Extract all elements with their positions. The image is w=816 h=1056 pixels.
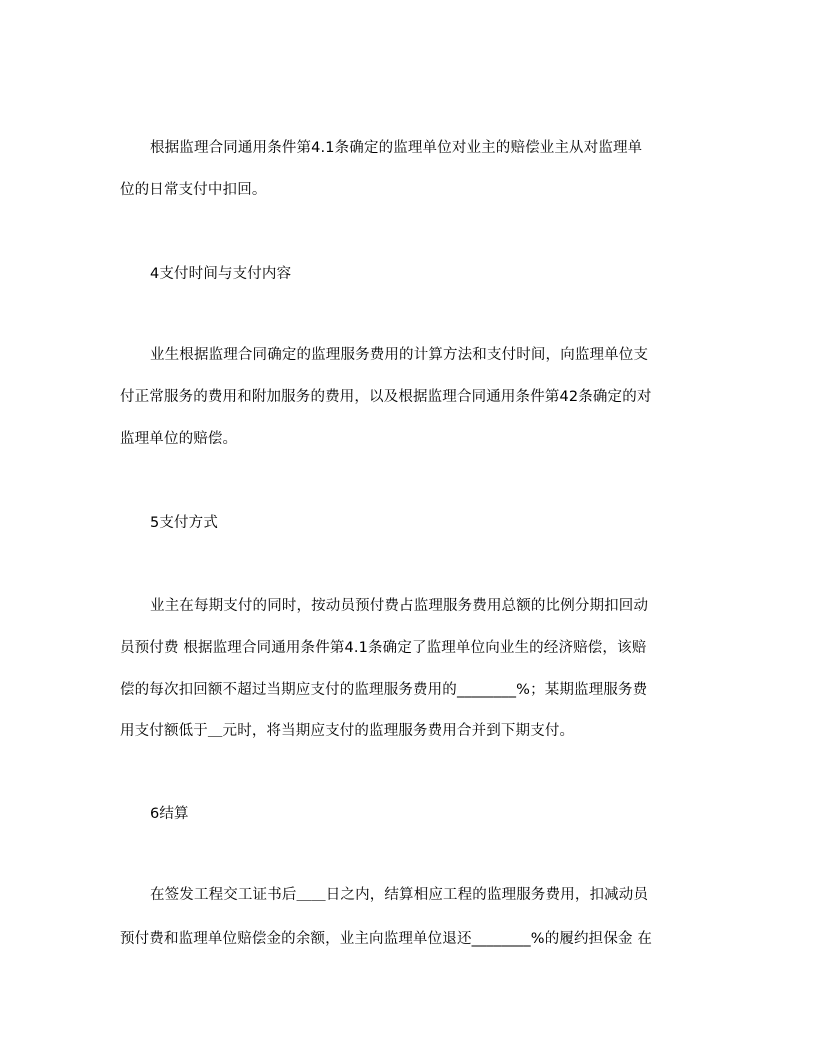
paragraph-line: 预付费和监理单位赔偿金的余额，业主向监理单位退还________%的履约担保金 在 <box>120 931 653 947</box>
paragraph-line: 付正常服务的费用和附加服务的费用，以及根据监理合同通用条件第42条确定的对 <box>120 389 652 405</box>
paragraph-line: 监理单位的赔偿。 <box>120 431 238 447</box>
section-heading: 4支付时间与支付内容 <box>150 266 292 282</box>
paragraph-line: 员预付费 根据监理合同通用条件第4.1条确定了监理单位向业生的经济赔偿，该赔 <box>120 640 647 656</box>
paragraph-line: 位的日常支付中扣回。 <box>120 182 267 198</box>
paragraph-line: 在签发工程交工证书后＿＿日之内，结算相应工程的监理服务费用，扣减动员 <box>150 887 649 903</box>
paragraph-line: 偿的每次扣回额不超过当期应支付的监理服务费用的________%；某期监理服务费 <box>120 682 648 698</box>
section-heading: 5支付方式 <box>150 515 218 531</box>
paragraph-line: 业主在每期支付的同时，按动员预付费占监理服务费用总额的比例分期扣回动 <box>150 598 649 614</box>
paragraph-line: 根据监理合同通用条件第4.1条确定的监理单位对业主的赔偿业主从对监理单 <box>150 140 643 156</box>
paragraph-line: 业生根据监理合同确定的监理服务费用的计算方法和支付时间，向监理单位支 <box>150 347 649 363</box>
section-heading: 6结算 <box>150 806 189 822</box>
paragraph-line: 用支付额低于＿元时，将当期应支付的监理服务费用合并到下期支付。 <box>120 723 575 739</box>
